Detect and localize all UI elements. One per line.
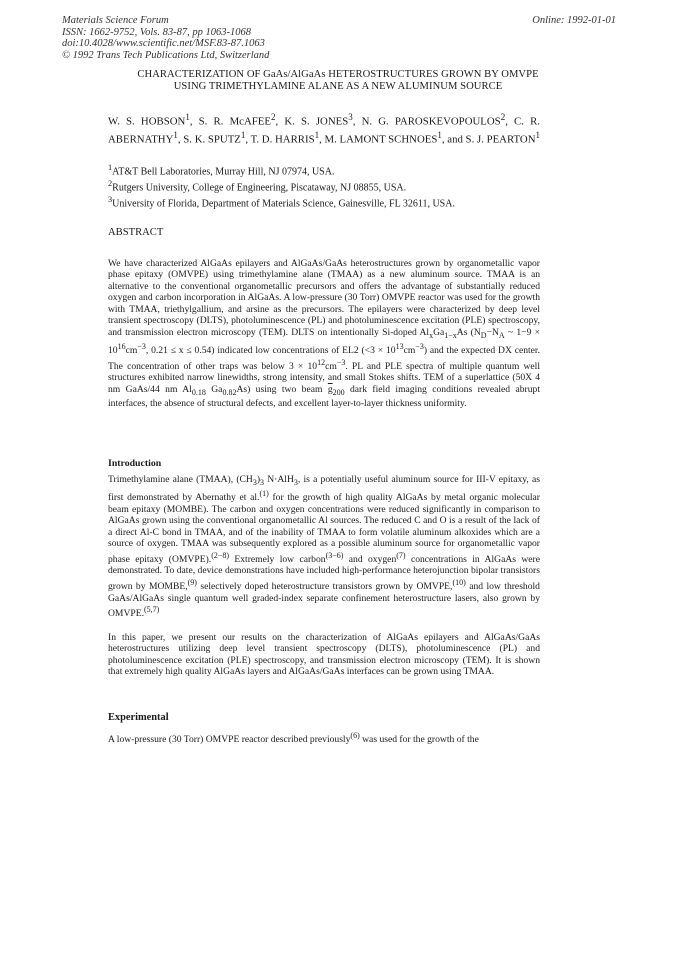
author-affil-mark: 3 [348,112,353,122]
experimental-body: A low-pressure (30 Torr) OMVPE reactor described previously$^{(6)}$ was used for the growth of the [108,731,479,746]
author-affil-mark: 2 [500,112,506,122]
author: , N. G. PAROSKEVOPOULOS [352,115,501,128]
journal-metadata [62,15,269,61]
citation[interactable]: (5,7) [143,605,160,614]
affiliation-text: Rutgers University, College of Engineering, Piscataway, NJ 08855, USA. [112,182,407,194]
paper-title [96,69,580,93]
citation[interactable]: (9) [187,577,197,587]
author-affil-mark: 1 [240,129,246,140]
doi-line[interactable]: doi:10.4028/www.scientific.net/MSF.83-87.1063 [62,38,265,49]
issn-line: ISSN: 1662-9752, Vols. 83-87, pp 1063-1068 [62,26,251,38]
citation[interactable]: (10) [452,577,466,587]
author-affil-mark: 1 [173,129,178,140]
introduction-heading: Introduction [108,458,162,469]
affiliation-number: 3 [108,194,113,204]
abstract-heading: ABSTRACT [108,227,164,238]
online-date: Online: 1992-01-01 [532,15,616,26]
citation[interactable]: (2−8) [211,550,230,560]
author-affil-mark: 1 [437,129,442,140]
copyright-line: © 1992 Trans Tech Publications Ltd, Switzerland [62,49,270,61]
affiliations [108,162,455,210]
affiliation-text: University of Florida, Department of Materials Science, Gainesville, FL 32611, USA. [112,198,455,210]
experimental-heading: Experimental [108,712,169,723]
author-affil-mark: 1 [314,129,320,140]
author-list [108,111,540,146]
affiliation-3 [108,194,455,210]
abstract-body [108,258,540,410]
author-affil-mark: 1 [535,129,541,140]
citation[interactable]: (6) [350,731,360,740]
affiliation-text: AT&T Bell Laboratories, Murray Hill, NJ 07974, USA. [112,166,335,178]
affiliation-number: 2 [108,178,113,188]
author: , K. S. JONES [275,115,349,128]
author-affil-mark: 2 [270,112,276,122]
title-line-1: CHARACTERIZATION OF GaAs/AlGaAs HETEROSTRUCTURES GROWN BY OMVPE [137,69,539,80]
introduction-paragraph-2: In this paper, we present our results on the characterization of AlGaAs epilayers and AlGaAs/GaAs heterostructures utilizing deep level transient spectroscopy (DLTS), photoluminescence (PL) and photoluminescence excitation (PLE) spectroscopy, and transmission electron microscopy (TEM). It is shown that extremely high quality AlGaAs layers and AlGaAs/GaAs interfaces can be grown using TMAA. [108,631,540,677]
author: , and S. J. PEARTON [441,133,536,146]
introduction-paragraph-1: Trimethylamine alane (TMAA), $(CH_3)_3$ N·AlH$_3$, is a potentially useful aluminum source for III-V epitaxy, as first demonstrated by Abernathy et al.$^{(1)}$ for the growth of high quality AlGaAs by metal organic molecular beam epitaxy (MOMBE). The carbon and oxygen concentrations were reduced significantly in comparison to AlGaAs grown using the conventional organometallic Al sources. The reduced C and O is a result of the lack of a direct Al-C bond in TMAA, and of the inability of TMAA to form volatile aluminum alkoxides which are a source of oxygen. TMAA was subsequently explored as a possible aluminum source for organometallic vapor phase epitaxy (OMVPE).$^{(2-8)}$ Extremely low carbon$^{(3-6)}$ and oxygen$^{(7)}$ concentrations in AlGaAs were demonstrated. To date, device demonstrations have included high-performance heterojunction bipolar transistors grown by MOMBE,$^{(9)}$ selectively doped heterostructure transistors grown by OMVPE,$^{(10)}$ and low threshold GaAs/AlGaAs single quantum well graded-index separate confinement heterostructure lasers, also grown by OMVPE.$^{(5,7)}$ [108,474,540,620]
affiliation-2 [108,178,455,194]
citation[interactable]: (1) [259,489,269,499]
author: , S. R. McAFEE [189,115,271,128]
author: , S. K. SPUTZ [177,133,241,146]
affiliation-1 [108,162,455,178]
vector-g-symbol: $\overline{g}$ [327,383,333,395]
journal-name: Materials Science Forum [62,15,169,26]
citation[interactable]: (7) [396,550,406,560]
author: , M. LAMONT SCHNOES [319,133,438,146]
author: , C. R. ABERNATHY [108,115,540,146]
affiliation-number: 1 [108,163,113,172]
author: W. S. HOBSON [108,115,186,128]
author: , T. D. HARRIS [245,133,315,146]
introduction-body [108,474,540,689]
citation[interactable]: (3−6) [325,550,344,560]
author-affil-mark: 1 [185,112,190,122]
abstract-paragraph: We have characterized AlGaAs epilayers and AlGaAs/GaAs heterostructures grown by organometallic vapor phase epitaxy (OMVPE) using trimethylamine alane (TMAA) as a new aluminum source. TMAA is an alternative to the conventional organometallic precursors and offers the advantage of substantially reduced oxygen and carbon incorporation in AlGaAs. A low-pressure (30 Torr) OMVPE reactor was used for the growth with TMAA, triethylgallium, and arsine as the precursors. The epilayers were characterized by deep level transient spectroscopy (DLTS), photoluminescence (PL) and photoluminescence excitation (PLE) spectroscopy, and transmission electron microscopy (TEM). DLTS on intentionally Si-doped $Al_xGa_{1-x}As$ ($N_D-N_A$ ~ $1-9 \times 10^{16}cm^{-3}$, 0.21 ≤ x ≤ 0.54) indicated low concentrations of EL2 $(<3 \times 10^{13}cm^{-3})$ and the expected DX center. The concentration of other traps was below $3 \times 10^{12}cm^{-3}$. PL and PLE spectra of multiple quantum well structures exhibited narrow linewidths, strong intensity, and small Stokes shifts. TEM of a superlattice (50X 4 nm GaAs/44 nm $Al_{0.18}$ $Ga_{0.82}As$) using two beam $\overline{g}_{200}$ dark field imaging conditions revealed abrupt interfaces, the absence of structural defects, and excellent layer-to-layer thickness uniformity. [108,258,541,410]
title-line-2: USING TRIMETHYLAMINE ALANE AS A NEW ALUMINUM SOURCE [173,81,503,92]
